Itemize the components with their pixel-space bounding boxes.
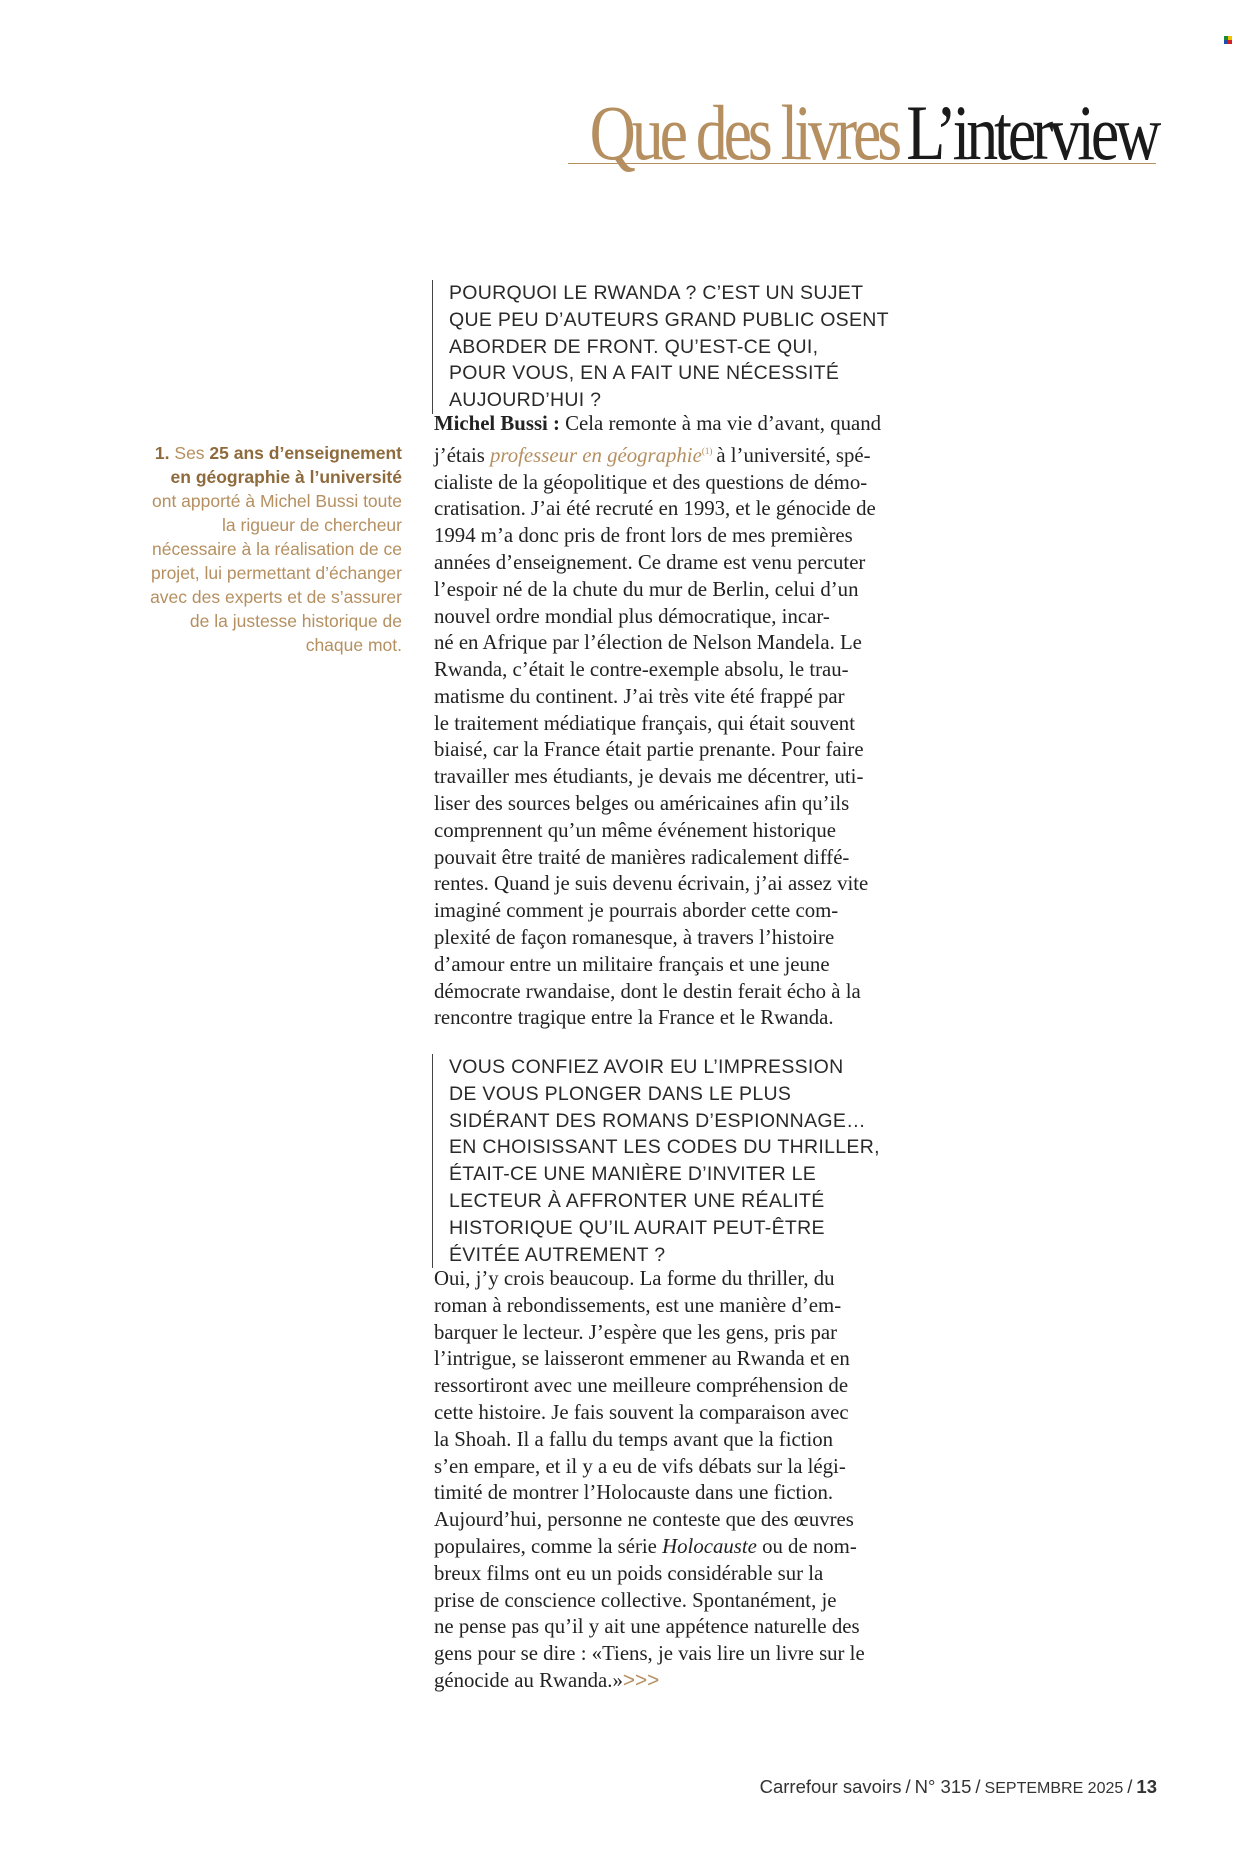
answer-line: la Shoah. Il a fallu du temps avant que la fiction xyxy=(434,1427,834,1451)
question-1 xyxy=(432,280,959,414)
continue-arrow-icon: >>> xyxy=(622,1668,660,1692)
note-body: ont apporté à Michel Bussi toute la rigueur de chercheur nécessaire à la réalisation de ce projet, lui permettant d’échanger avec des experts et de s’assurer de la justesse historique de chaque mot. xyxy=(150,491,402,655)
answer-line: s’en empare, et il y a eu de vifs débats sur la légi- xyxy=(434,1454,846,1478)
question-line: SIDÉRANT DES ROMANS D’ESPIONNAGE… xyxy=(449,1109,866,1132)
answer-line: rentes. Quand je suis devenu écrivain, j’ai assez vite xyxy=(434,872,869,896)
answer-line: breux films ont eu un poids considérable sur la xyxy=(434,1561,824,1585)
answer-line: biaisé, car la France était partie prenante. Pour faire xyxy=(434,738,864,762)
question-line: QUE PEU D’AUTEURS GRAND PUBLIC OSENT xyxy=(449,308,889,331)
answer-line: nouvel ordre mondial plus démocratique, incar- xyxy=(434,604,830,628)
answer-line: l’espoir né de la chute du mur de Berlin, celui d’un xyxy=(434,577,859,601)
question-line: LECTEUR À AFFRONTER UNE RÉALITÉ xyxy=(449,1189,825,1212)
answer-line: Rwanda, c’était le contre-exemple absolu, le trau- xyxy=(434,658,849,682)
answer-line: populaires, comme la série Holocauste ou de nom- xyxy=(434,1534,857,1558)
answer-line: l’intrigue, se laisseront emmener au Rwanda et en xyxy=(434,1347,850,1371)
issue-date: SEPTEMBRE 2025 xyxy=(984,1780,1124,1797)
question-line: AUJOURD’HUI ? xyxy=(449,389,602,412)
answer-line: pouvait être traité de manières radicalement diffé- xyxy=(434,845,850,869)
answer-line: cratisation. J’ai été recruté en 1993, et le génocide de xyxy=(434,497,876,521)
subsection-title: L’interview xyxy=(906,89,1157,176)
answer-line: comprennent qu’un même événement historique xyxy=(434,818,836,842)
answer-line: le traitement médiatique français, qui était souvent xyxy=(434,711,855,735)
answer-line: 1994 m’a donc pris de front lors de mes premières xyxy=(434,524,853,548)
answer-line: d’amour entre un militaire français et une jeune xyxy=(434,952,830,976)
answer-line: ressortiront avec une meilleure compréhension de xyxy=(434,1374,849,1398)
question-line: POUR VOUS, EN A FAIT UNE NÉCESSITÉ xyxy=(449,362,840,385)
answer-line: cette histoire. Je fais souvent la comparaison avec xyxy=(434,1400,849,1424)
answer-line: ne pense pas qu’il y ait une appétence naturelle des xyxy=(434,1615,860,1639)
note-number: 1. xyxy=(154,443,170,463)
note-lead: Ses xyxy=(174,443,205,463)
question-line: ABORDER DE FRONT. QU’EST-CE QUI, xyxy=(449,335,819,358)
question-line: DE VOUS PLONGER DANS LE PLUS xyxy=(449,1082,792,1105)
footnote-reference: professeur en géographie xyxy=(490,443,702,467)
answer-line: génocide au Rwanda.» >>> xyxy=(434,1668,922,1695)
speaker-name: Michel Bussi : xyxy=(434,412,560,435)
section-title: Que des livres xyxy=(589,89,898,176)
issue-number: N° 315 xyxy=(914,1776,972,1797)
answer-line: Oui, j’y crois beaucoup. La forme du thriller, du xyxy=(434,1267,835,1290)
footnote-marker: (1) xyxy=(701,445,713,456)
series-title: Holocauste xyxy=(662,1534,757,1558)
note-highlight: 25 ans d’enseignement en géographie à l’université xyxy=(170,443,402,487)
answer-line: Michel Bussi : Cela remonte à ma vie d’avant, quand xyxy=(434,412,882,435)
answer-line: liser des sources belges ou américaines afin qu’ils xyxy=(434,792,850,816)
sidebar-note xyxy=(150,441,402,657)
page-header xyxy=(589,88,1157,178)
answer-line: années d’enseignement. Ce drame est venu percuter xyxy=(434,550,866,574)
answer-line: timité de montrer l’Holocauste dans une fiction. xyxy=(434,1481,834,1505)
answer-line: plexité de façon romanesque, à travers l’histoire xyxy=(434,926,835,950)
print-mark-icon xyxy=(1224,36,1234,46)
question-line: ÉTAIT-CE UNE MANIÈRE D’INVITER LE xyxy=(449,1163,817,1186)
answer-line: j’étais professeur en géographie$^{(1)}$ à l’université, spé- xyxy=(434,443,871,467)
answer-line: gens pour se dire : «Tiens, je vais lire un livre sur le xyxy=(434,1642,865,1666)
question-2 xyxy=(432,1054,959,1268)
answer-line: roman à rebondissements, est une manière d’em- xyxy=(434,1293,842,1317)
question-line: ÉVITÉE AUTREMENT ? xyxy=(449,1243,666,1266)
answer-line: né en Afrique par l’élection de Nelson Mandela. Le xyxy=(434,631,862,655)
question-line: POURQUOI LE RWANDA ? C’EST UN SUJET xyxy=(449,282,864,304)
answer-line: matisme du continent. J’ai très vite été frappé par xyxy=(434,684,845,708)
answer-1 xyxy=(434,411,922,1032)
answer-line: Aujourd’hui, personne ne conteste que des œuvres xyxy=(434,1508,854,1532)
answer-line: travailler mes étudiants, je devais me décentrer, uti- xyxy=(434,765,864,789)
question-line: VOUS CONFIEZ AVOIR EU L’IMPRESSION xyxy=(449,1056,844,1078)
magazine-name: Carrefour savoirs xyxy=(759,1776,902,1797)
answer-2 xyxy=(434,1266,922,1695)
answer-line: cialiste de la géopolitique et des questions de démo- xyxy=(434,470,868,494)
question-line: HISTORIQUE QU’IL AURAIT PEUT-ÊTRE xyxy=(449,1216,825,1239)
answer-line: barquer le lecteur. J’espère que les gens, pris par xyxy=(434,1320,838,1344)
answer-line: rencontre tragique entre la France et le Rwanda. xyxy=(434,1006,834,1030)
page-number: 13 xyxy=(1136,1776,1157,1797)
question-line: EN CHOISISSANT LES CODES DU THRILLER, xyxy=(449,1136,880,1159)
page-footer: Carrefour savoirs / N° 315 / SEPTEMBRE 2025 / 13 xyxy=(759,1776,1157,1797)
answer-line: imaginé comment je pourrais aborder cette com- xyxy=(434,899,839,923)
answer-line: démocrate rwandaise, dont le destin ferait écho à la xyxy=(434,979,861,1003)
answer-line: prise de conscience collective. Spontanément, je xyxy=(434,1588,837,1612)
